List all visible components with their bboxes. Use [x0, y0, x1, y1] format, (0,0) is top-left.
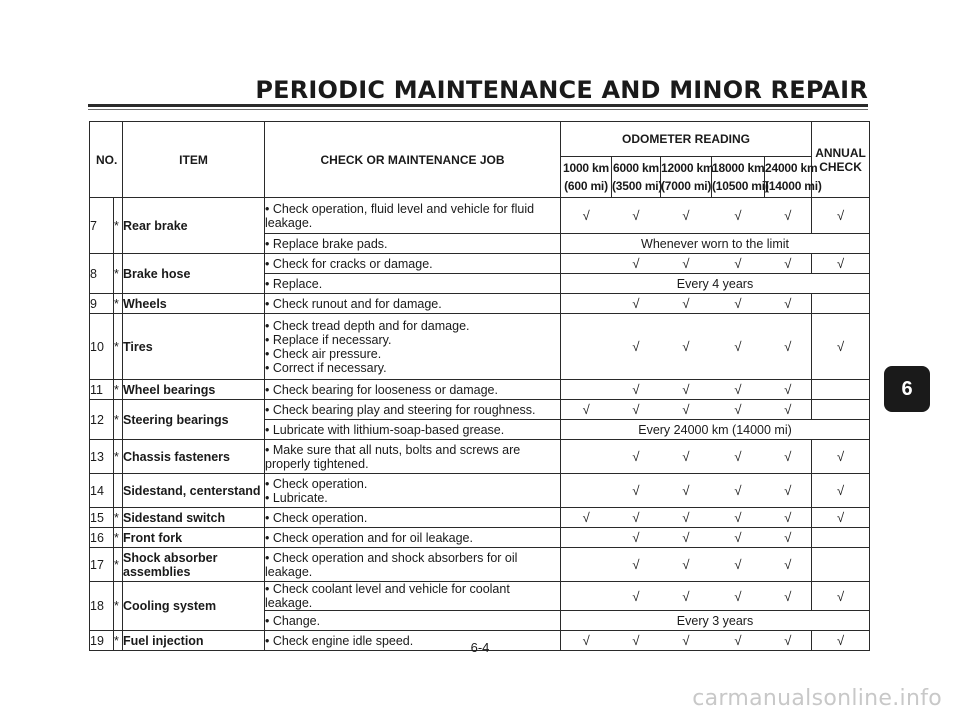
interval-check-cell: [661, 508, 712, 528]
interval-header: [612, 157, 661, 198]
annual-check-cell: [812, 294, 870, 314]
table-row: [90, 528, 870, 548]
annual-check-cell: [812, 314, 870, 380]
table-row: [90, 440, 870, 474]
page-number: 6-4: [470, 640, 490, 655]
check-mark-icon: √: [682, 510, 690, 525]
item-name: Brake hose: [123, 254, 265, 294]
check-mark-icon: √: [682, 633, 690, 648]
interval-check-cell: [712, 254, 765, 274]
item-name: Sidestand switch: [123, 508, 265, 528]
check-mark-icon: √: [632, 530, 640, 545]
check-mark-icon: √: [632, 402, 640, 417]
check-mark-icon: √: [734, 633, 742, 648]
check-mark-icon: √: [632, 256, 640, 271]
check-mark-icon: √: [784, 402, 792, 417]
interval-header: [661, 157, 712, 198]
interval-check-cell: [765, 294, 812, 314]
item-name: Tires: [123, 314, 265, 380]
interval-check-cell: [712, 400, 765, 420]
check-mark-icon: √: [682, 588, 690, 604]
annual-check-cell: [812, 400, 870, 420]
interval-check-cell: [765, 440, 812, 474]
interval-km: 12000 km: [661, 161, 714, 175]
check-mark-icon: √: [682, 402, 690, 417]
check-mark-icon: √: [734, 339, 742, 354]
title-underline-thick: [88, 104, 868, 107]
table-row: [90, 508, 870, 528]
interval-mi: (7000 mi): [661, 179, 712, 193]
maintenance-job: • Lubricate with lithium-soap-based grease.: [265, 420, 561, 440]
check-mark-icon: √: [582, 633, 590, 648]
dealer-service-mark: *: [114, 440, 123, 474]
item-number: 12: [90, 400, 114, 440]
check-mark-icon: √: [734, 382, 742, 397]
annual-check-cell: [812, 380, 870, 400]
check-mark-icon: √: [784, 483, 792, 498]
annual-check-cell: [812, 508, 870, 528]
interval-check-cell: [561, 582, 612, 611]
interval-mi: (3500 mi): [612, 179, 663, 193]
interval-check-cell: [561, 380, 612, 400]
interval-check-cell: [712, 548, 765, 582]
table-row: [90, 314, 870, 380]
interval-check-cell: [661, 314, 712, 380]
interval-check-cell: [612, 582, 661, 611]
interval-check-cell: [712, 198, 765, 234]
dealer-service-mark: *: [114, 254, 123, 294]
maintenance-job: • Check operation, fluid level and vehicle for fluid leakage.: [265, 198, 561, 234]
dealer-service-mark: *: [114, 400, 123, 440]
check-mark-icon: √: [784, 588, 792, 604]
item-number: 15: [90, 508, 114, 528]
dealer-service-mark: *: [114, 294, 123, 314]
check-mark-icon: √: [632, 483, 640, 498]
interval-mi: (10500 mi): [712, 179, 769, 193]
interval-check-cell: [765, 508, 812, 528]
interval-check-cell: [561, 400, 612, 420]
interval-check-cell: [661, 294, 712, 314]
item-number: 19: [90, 631, 114, 651]
dealer-service-mark: *: [114, 314, 123, 380]
check-mark-icon: √: [632, 296, 640, 311]
check-mark-icon: √: [734, 530, 742, 545]
watermark: carmanualsonline.info: [692, 686, 942, 711]
dealer-service-mark: *: [114, 548, 123, 582]
interval-check-cell: [765, 198, 812, 234]
interval-header: [561, 157, 612, 198]
check-mark-icon: √: [682, 449, 690, 464]
column-header-job: CHECK OR MAINTENANCE JOB: [265, 122, 561, 198]
check-mark-icon: √: [682, 382, 690, 397]
check-mark-icon: √: [682, 296, 690, 311]
annual-check-cell: [812, 528, 870, 548]
check-mark-icon: √: [836, 339, 845, 354]
dealer-service-mark: *: [114, 528, 123, 548]
interval-check-cell: [765, 254, 812, 274]
item-name: Cooling system: [123, 582, 265, 631]
check-mark-icon: √: [784, 530, 792, 545]
interval-check-cell: [661, 548, 712, 582]
item-number: 13: [90, 440, 114, 474]
column-header-item: ITEM: [123, 122, 265, 198]
check-mark-icon: √: [682, 208, 690, 223]
interval-mi: (600 mi): [564, 179, 608, 193]
item-name: Wheels: [123, 294, 265, 314]
interval-check-cell: [661, 254, 712, 274]
interval-check-cell: [765, 548, 812, 582]
page-title: PERIODIC MAINTENANCE AND MINOR REPAIR: [255, 76, 868, 104]
interval-check-cell: [765, 400, 812, 420]
check-mark-icon: √: [836, 256, 845, 271]
maintenance-job: • Replace brake pads.: [265, 234, 561, 254]
item-name: Fuel injection: [123, 631, 265, 651]
interval-check-cell: [765, 582, 812, 611]
interval-check-cell: [612, 198, 661, 234]
interval-check-cell: [612, 474, 661, 508]
interval-check-cell: [712, 528, 765, 548]
interval-check-cell: [612, 440, 661, 474]
check-mark-icon: √: [784, 382, 792, 397]
maintenance-job: • Check for cracks or damage.: [265, 254, 561, 274]
check-mark-icon: √: [682, 530, 690, 545]
interval-check-cell: [612, 314, 661, 380]
maintenance-job: • Check bearing play and steering for roughness.: [265, 400, 561, 420]
title-underline-thin: [88, 109, 868, 110]
interval-check-cell: [765, 528, 812, 548]
interval-check-cell: [712, 508, 765, 528]
interval-km: 18000 km: [712, 161, 765, 175]
check-mark-icon: √: [784, 449, 792, 464]
interval-check-cell: [612, 400, 661, 420]
check-mark-icon: √: [682, 256, 690, 271]
check-mark-icon: √: [632, 382, 640, 397]
interval-check-cell: [561, 440, 612, 474]
interval-check-cell: [561, 474, 612, 508]
check-mark-icon: √: [632, 588, 640, 604]
check-mark-icon: √: [784, 633, 792, 648]
check-mark-icon: √: [784, 557, 792, 572]
table-row: [90, 400, 870, 420]
check-mark-icon: √: [784, 510, 792, 525]
item-name: Wheel bearings: [123, 380, 265, 400]
maintenance-job: • Check operation.: [265, 508, 561, 528]
interval-check-cell: [661, 198, 712, 234]
check-mark-icon: √: [836, 483, 845, 498]
dealer-service-mark: *: [114, 508, 123, 528]
check-mark-icon: √: [734, 510, 742, 525]
maintenance-job: • Check bearing for looseness or damage.: [265, 380, 561, 400]
item-number: 10: [90, 314, 114, 380]
interval-check-cell: [612, 548, 661, 582]
item-name: Front fork: [123, 528, 265, 548]
column-header-odometer: ODOMETER READING: [561, 122, 812, 157]
interval-km: 6000 km: [613, 161, 659, 175]
interval-check-cell: [712, 582, 765, 611]
table-row: [90, 254, 870, 274]
check-mark-icon: √: [582, 208, 590, 223]
interval-check-cell: [612, 380, 661, 400]
table-row: [90, 380, 870, 400]
item-name: Sidestand, centerstand: [123, 474, 265, 508]
interval-note: Every 3 years: [561, 611, 870, 631]
check-mark-icon: √: [784, 339, 792, 354]
check-mark-icon: √: [632, 633, 640, 648]
interval-check-cell: [612, 508, 661, 528]
interval-km: 24000 km: [765, 161, 818, 175]
check-mark-icon: √: [632, 449, 640, 464]
chapter-tab: 6: [884, 366, 930, 412]
interval-mi: (14000 mi): [765, 179, 822, 193]
check-mark-icon: √: [632, 208, 640, 223]
check-mark-icon: √: [784, 208, 792, 223]
interval-check-cell: [561, 508, 612, 528]
interval-check-cell: [661, 440, 712, 474]
table-row: [90, 582, 870, 611]
annual-check-cell: [812, 474, 870, 508]
interval-check-cell: [612, 528, 661, 548]
item-number: 17: [90, 548, 114, 582]
interval-km: 1000 km: [563, 161, 609, 175]
check-mark-icon: √: [836, 510, 845, 525]
check-mark-icon: √: [632, 339, 640, 354]
check-mark-icon: √: [734, 208, 742, 223]
interval-check-cell: [612, 294, 661, 314]
interval-check-cell: [765, 314, 812, 380]
dealer-service-mark: [114, 474, 123, 508]
interval-check-cell: [661, 380, 712, 400]
interval-check-cell: [561, 548, 612, 582]
maintenance-job: • Check coolant level and vehicle for coolant leakage.: [265, 582, 561, 611]
table-row: [90, 548, 870, 582]
interval-check-cell: [765, 380, 812, 400]
annual-check-cell: [812, 254, 870, 274]
item-number: 18: [90, 582, 114, 631]
interval-check-cell: [561, 528, 612, 548]
interval-check-cell: [765, 474, 812, 508]
interval-note: Whenever worn to the limit: [561, 234, 870, 254]
column-header-annual: ANNUAL CHECK: [812, 122, 870, 198]
interval-check-cell: [661, 400, 712, 420]
annual-check-cell: [812, 198, 870, 234]
maintenance-job: • Check operation and shock absorbers for oil leakage.: [265, 548, 561, 582]
check-mark-icon: √: [734, 402, 742, 417]
interval-check-cell: [561, 198, 612, 234]
maintenance-job: • Check runout and for damage.: [265, 294, 561, 314]
interval-check-cell: [661, 528, 712, 548]
check-mark-icon: √: [632, 557, 640, 572]
interval-check-cell: [561, 314, 612, 380]
check-mark-icon: √: [784, 296, 792, 311]
interval-header: [712, 157, 769, 198]
table-row: [90, 198, 870, 234]
interval-header: [765, 157, 822, 198]
dealer-service-mark: *: [114, 582, 123, 631]
check-mark-icon: √: [784, 256, 792, 271]
item-name: Rear brake: [123, 198, 265, 254]
check-mark-icon: √: [632, 510, 640, 525]
check-mark-icon: √: [734, 296, 742, 311]
item-number: 14: [90, 474, 114, 508]
check-mark-icon: √: [836, 588, 845, 604]
item-number: 8: [90, 254, 114, 294]
dealer-service-mark: *: [114, 380, 123, 400]
interval-check-cell: [561, 294, 612, 314]
check-mark-icon: √: [682, 339, 690, 354]
interval-check-cell: [712, 294, 765, 314]
check-mark-icon: √: [682, 557, 690, 572]
check-mark-icon: √: [836, 449, 845, 464]
maintenance-job: • Check operation. • Lubricate.: [265, 474, 561, 508]
interval-check-cell: [712, 380, 765, 400]
item-name: Steering bearings: [123, 400, 265, 440]
maintenance-job: • Check operation and for oil leakage.: [265, 528, 561, 548]
table-row: [90, 294, 870, 314]
annual-check-cell: [812, 440, 870, 474]
check-mark-icon: √: [734, 256, 742, 271]
item-name: Chassis fasteners: [123, 440, 265, 474]
interval-check-cell: [712, 474, 765, 508]
interval-check-cell: [661, 582, 712, 611]
check-mark-icon: √: [582, 510, 590, 525]
maintenance-table: [89, 121, 870, 651]
interval-note: Every 4 years: [561, 274, 870, 294]
annual-check-cell: [812, 582, 870, 611]
item-number: 16: [90, 528, 114, 548]
check-mark-icon: √: [734, 483, 742, 498]
interval-note: Every 24000 km (14000 mi): [561, 420, 870, 440]
dealer-service-mark: *: [114, 198, 123, 254]
column-header-no: NO.: [90, 122, 123, 198]
interval-check-cell: [661, 474, 712, 508]
check-mark-icon: √: [582, 402, 590, 417]
item-number: 7: [90, 198, 114, 254]
check-mark-icon: √: [836, 633, 845, 648]
check-mark-icon: √: [682, 483, 690, 498]
check-mark-icon: √: [734, 588, 742, 604]
check-mark-icon: √: [734, 449, 742, 464]
interval-check-cell: [612, 254, 661, 274]
maintenance-job: • Change.: [265, 611, 561, 631]
annual-check-cell: [812, 548, 870, 582]
maintenance-job: • Check engine idle speed.: [265, 631, 561, 651]
maintenance-job: • Make sure that all nuts, bolts and screws are properly tightened.: [265, 440, 561, 474]
check-mark-icon: √: [734, 557, 742, 572]
interval-check-cell: [561, 254, 612, 274]
maintenance-job: • Check tread depth and for damage. • Replace if necessary. • Check air pressure. • Correct if necessary.: [265, 314, 561, 380]
check-mark-icon: √: [836, 208, 845, 223]
item-name: Shock absorber assemblies: [123, 548, 265, 582]
dealer-service-mark: *: [114, 631, 123, 651]
interval-check-cell: [712, 314, 765, 380]
interval-check-cell: [712, 440, 765, 474]
maintenance-job: • Replace.: [265, 274, 561, 294]
item-number: 11: [90, 380, 114, 400]
table-row: [90, 474, 870, 508]
item-number: 9: [90, 294, 114, 314]
